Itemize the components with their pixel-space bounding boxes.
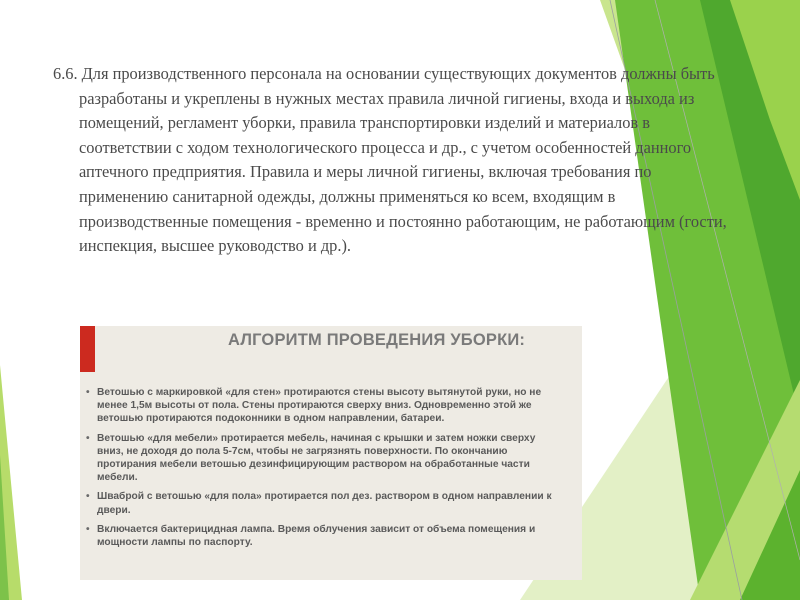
algorithm-step: • Включается бактерицидная лампа. Время облучения зависит от объема помещения и мощности лампы по паспорту. [86,523,536,549]
bullet-icon: • [86,387,90,398]
algorithm-step: • Шваброй с ветошью «для пола» протирается пол дез. раствором в одном направлении к двери. [86,491,552,516]
algorithm-step: • Ветошью «для мебели» протирается мебель, начиная с крышки и затем ножки сверху вниз, не доходя до пола 5-7см, чтобы не загрязнять поверхности. По окончанию протирания мебели ветошью дезинфицирующим раствором на обработанные части мебели. [86,432,536,484]
slide-body-text [53,62,743,259]
paragraph-6-6 [53,62,743,259]
bullet-icon: • [86,491,90,503]
algorithm-step: • Ветошью с маркировкой «для стен» протираются стены высоту вытянутой руки, но не менее 1,5м высоты от пола. Стены протираются сверху вниз. Одновременно этой же ветошью протираются подоконники в одном направлении, батареи. [86,387,542,425]
paragraph-text: Для производственного персонала на основании существующих документов должны быть разработаны и укреплены в нужных местах правила личной гигиены, входа и выхода из помещений, регламент уборки, правила транспортировки изделий и материалов в соответствии с ходом технологического процесса и др., с учетом особенностей данного аптечного предприятия. Правила и меры личной гигиены, включая требования по применению санитарной одежды, должны применяться ко всем, входящим в производственные помещения - временно и постоянно работающим, не работающим (гости, инспекция, высшее руководство и др.). [79,64,727,256]
algorithm-steps-list [86,386,564,555]
bullet-icon: • [86,523,90,535]
bullet-icon: • [86,432,90,444]
algorithm-title: АЛГОРИТМ ПРОВЕДЕНИЯ УБОРКИ: [228,331,526,349]
cleaning-algorithm-image [80,326,582,580]
paragraph-number: 6.6. [53,64,78,83]
red-accent-bar [80,326,95,372]
